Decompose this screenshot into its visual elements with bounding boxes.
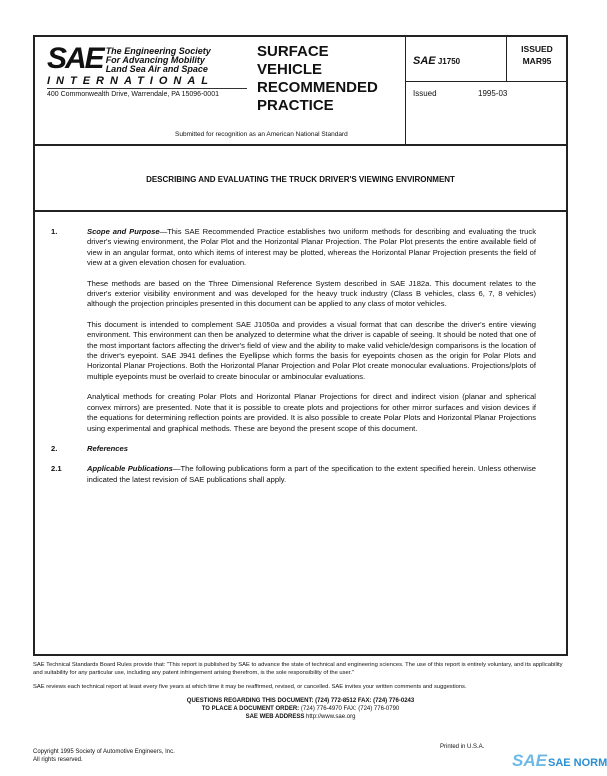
tagline-1: The Engineering Society [105,46,211,56]
copyright [33,748,175,764]
policy-note: SAE Technical Standards Board Rules provide that: "This report is published by SAE to advance the state of technical and engineering sciences. The use of this report is entirely voluntary, and its applicability and suitability for any particular use, including any patent infringement arising therefrom, is the sole responsibility of the user." [33,662,563,676]
issued-row [413,89,508,98]
document-frame [33,35,568,656]
issued-code: MAR95 [522,56,552,66]
contact-row [33,705,568,713]
doc-number [413,55,460,67]
contact-row [33,697,568,705]
section-heading-wrap [87,444,536,454]
section-heading: References [87,443,128,453]
rights-text: All rights reserved. [33,757,83,763]
address: 400 Commonwealth Drive, Warrendale, PA 15096-0001 [47,91,219,98]
printed-note: Printed in U.S.A. [440,744,485,750]
doc-type [257,43,378,115]
paragraph-text: —The following publications form a part of the specification to the extent specified herein. Unless otherwise indicated the latest revision of SAE publications shall apply. [87,464,536,484]
sae-small-logo: SAE [413,55,436,67]
issued-label: ISSUED [521,44,553,54]
contact-label: TO PLACE A DOCUMENT ORDER: [201,706,300,712]
issued-box [509,43,565,67]
paragraph: This document is intended to complement SAE J1050a and provides a visual format that can describe the driver's entire viewing environment. This environment can then be analyzed to determine what the driver is capable of seeing. It should be noted that one of the most important factors affecting the driver's field of view and the ability to make valid vehicle/design comparisons is the location of the driver's eyepoint. SAE J941 defines the Eyellipse which forms the basis for eyepoints chosen as the origin for Polar Plots and Horizontal Planar Projections. Both the Horizontal Planar Projection and Polar Plot create monocular evaluations. Projections/plots of multiple eyepoints must be overlaid to create binocular or ambinocular evaluations. [87,319,536,381]
tagline-3: Land Sea Air and Space [105,64,208,74]
issued-label: Issued [413,89,437,98]
submitted-note: Submitted for recognition as an American National Standard [175,131,348,138]
international: INTERNATIONAL [47,75,247,89]
tagline-2: For Advancing Mobility [105,55,205,65]
divider [506,37,507,81]
divider [405,81,566,82]
paragraph-text: —This SAE Recommended Practice establishes two uniform methods for describing and evaluating the truck driver's viewing environment, the Polar Plot and the Horizontal Planar Projection. The Polar Plot presents the entire available field of view in an angular format, onto which items of interest may be plotted, whereas the Horizontal Planar Projection presents the field of view at a given elevation chosen for evaluation. [87,227,536,268]
web-link[interactable]: http://www.sae.org [306,714,356,720]
doc-type-line: SURFACE [257,43,329,60]
tagline [106,47,211,74]
paragraph: These methods are based on the Three Dimensional Reference System described in SAE J182a. This document relates to the driver's exterior visibility environment and was developed for the heavy truck industry (Class B vehicles, class 6, 7, 8 vehicles) although the projection principles presented in this document can be applied to any class of motor vehicles. [87,278,536,309]
contact-value: (724) 772-8512 FAX: (724) 776-0243 [315,698,415,704]
section-number: 1. [51,227,58,236]
review-note: SAE reviews each technical report at least every five years at which time it may be reaffirmed, revised, or cancelled. SAE invites your written comments and suggestions. [33,684,467,690]
contact-value: (724) 776-4970 FAX: (724) 776-0790 [300,706,400,712]
contact-row [33,713,568,721]
footer [33,661,568,721]
section-number: 2.1 [51,464,62,474]
section-2-1 [51,464,536,485]
doc-type-line: VEHICLE [257,61,323,78]
issued-date: 1995-03 [478,89,508,98]
watermark-text: SAE NORM [548,757,607,769]
doc-type-line: RECOMMENDED [257,79,378,96]
document-body [35,227,566,495]
doc-type-line: PRACTICE [257,97,334,114]
contact-label: QUESTIONS REGARDING THIS DOCUMENT: [186,698,314,704]
contact-label: SAE WEB ADDRESS [245,714,305,720]
header [35,37,566,146]
section-heading: Applicable Publications [87,464,173,474]
paragraph: Analytical methods for creating Polar Plots and Horizontal Planar Projections for direct and indirect vision (planar and spherical convex mirrors) are presented. Note that it is possible to create plots and projections for other mirror surfaces and vision devices if the equations for determining reflection points are provided. It is also possible to create Polar Plots and Horizontal Planar Projections using experimental and graphical methods. These are beyond the present scope of this document. [87,392,536,433]
section-1 [51,227,536,269]
doc-number-text: J1750 [437,57,461,66]
paragraph [87,464,536,485]
document-title: DESCRIBING AND EVALUATING THE TRUCK DRIVER'S VIEWING ENVIRONMENT [35,146,566,212]
contact-info [33,697,568,721]
paragraph [87,227,536,269]
section-heading: Scope and Purpose [87,227,160,236]
sae-logo [47,42,252,98]
copyright-text: Copyright 1995 Society of Automotive Engineers, Inc. [33,749,175,755]
sae-logo-text: SAE [47,42,103,75]
watermark-logo: SAE [512,751,547,770]
divider [405,37,406,144]
section-number: 2. [51,443,58,453]
section-2 [51,444,536,454]
